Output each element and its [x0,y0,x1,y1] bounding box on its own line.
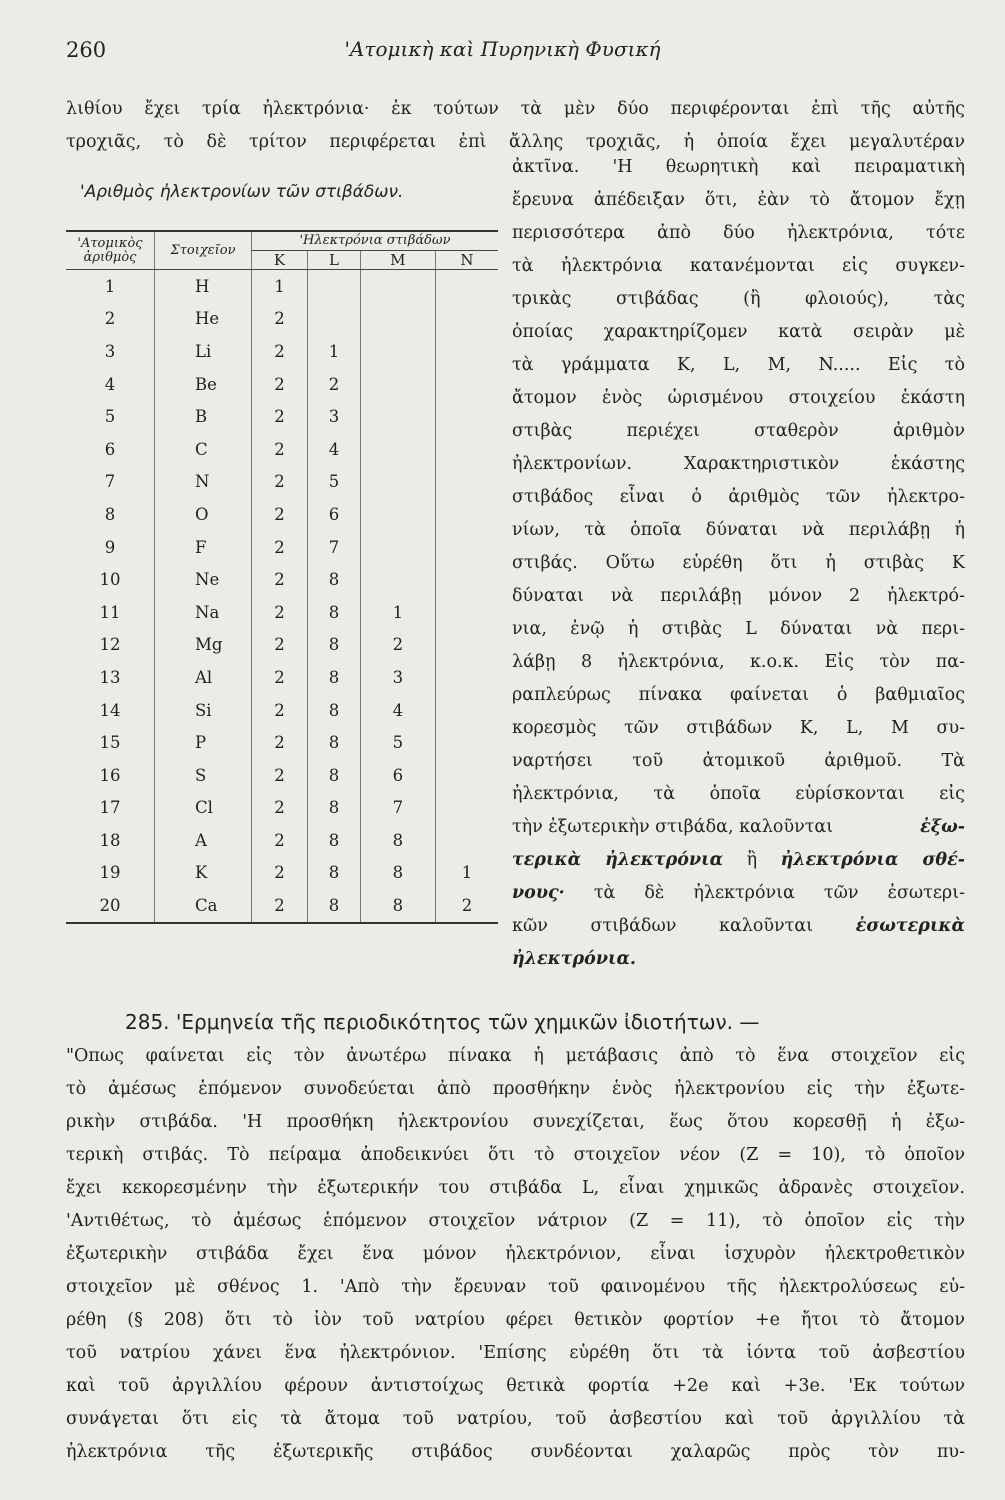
shell-table [66,230,498,924]
shell-l-cell: 4 [308,433,361,466]
element-cell: Li [155,335,252,368]
element-cell: S [155,759,252,792]
text-line: ὁποίας χαρακτηρίζομεν κατὰ σειρὰν μὲ [512,322,965,342]
text-line: στιβάς. Οὕτω εὑρέθη ὅτι ἡ στιβὰς K [512,553,965,573]
atomic-number-cell: 8 [104,504,116,524]
shell-m-cell: 2 [360,629,435,662]
text-line [512,910,965,943]
col-header-atomic-number: 'Ατομικὸς ἀριθμὸς [66,231,155,270]
shell-m-cell [360,270,435,303]
table-row [66,563,498,596]
shell-n-cell [435,433,498,466]
shell-k-cell: 2 [252,661,308,694]
bold-term: τερικὰ ἠλεκτρόνια [512,850,724,870]
shell-n-cell [435,400,498,433]
atomic-number-cell: 19 [99,863,121,883]
atomic-number-cell: 3 [104,341,116,361]
shell-n-cell [435,629,498,662]
shell-n-cell [435,661,498,694]
table-row [66,857,498,890]
table-row [66,303,498,336]
shell-k-cell: 2 [252,498,308,531]
element-cell: B [155,400,252,433]
table-row [66,889,498,923]
text-line: συνάγεται ὅτι εἰς τὰ ἄτομα τοῦ νατρίου, τοῦ ἀσβεστίου καὶ τοῦ ἀργιλλίου τὰ [66,1409,965,1429]
shell-m-cell: 8 [360,889,435,923]
section-body [66,1040,965,1469]
table-row [66,335,498,368]
table-row [66,368,498,401]
element-cell: F [155,531,252,564]
shell-m-cell [360,400,435,433]
atomic-number-cell: 13 [99,667,121,687]
text-line: λάβῃ 8 ἠλεκτρόνια, κ.ο.κ. Εἰς τὸν πα- [512,652,965,672]
shell-m-cell [360,433,435,466]
element-cell: K [155,857,252,890]
atomic-number-cell: 12 [99,635,121,655]
table-title: 'Αριθμὸς ἠλεκτρονίων τῶν στιβάδων. [80,182,404,202]
shell-n-cell [435,368,498,401]
table-row [66,824,498,857]
table-row [66,694,498,727]
right-column-text [512,151,965,976]
atomic-number-cell: 5 [104,407,116,427]
shell-n-cell [435,303,498,336]
atomic-number-cell: 4 [104,374,116,394]
atomic-number-cell: 1 [104,276,116,296]
running-title: 'Ατομικὴ καὶ Πυρηνικὴ Φυσική [344,37,661,61]
table-row [66,466,498,499]
shell-m-cell [360,303,435,336]
element-cell: C [155,433,252,466]
shell-l-cell: 8 [308,596,361,629]
shell-l-cell: 5 [308,466,361,499]
shell-m-cell [360,498,435,531]
shell-k-cell: 2 [252,303,308,336]
text-span: ἢ [746,850,758,870]
text-line: ρέθη (§ 208) ὅτι τὸ ἰὸν τοῦ νατρίου φέρει θετικὸν φορτίον +e ἤτοι τὸ ἄτομον [66,1310,965,1330]
atomic-number-cell: 15 [99,733,121,753]
element-cell: A [155,824,252,857]
element-cell: He [155,303,252,336]
text-line: ἠλεκτρόνια τῆς ἐξωτερικῆς στιβάδος συνδέονται χαλαρῶς πρὸς τὸν πυ- [66,1442,965,1462]
shell-n-cell [435,694,498,727]
shell-l-cell: 2 [308,368,361,401]
shell-n-cell [435,726,498,759]
text-line: τερικὴ στιβάς. Τὸ πείραμα ἀποδεικνύει ὅτι τὸ στοιχεῖον νέον (Z = 10), τὸ ὁποῖον [66,1145,965,1165]
shell-l-cell: 8 [308,661,361,694]
shell-n-cell [435,335,498,368]
shell-k-cell: 2 [252,694,308,727]
text-line [512,844,965,877]
table-row [66,433,498,466]
text-line: νίων, τὰ ὁποῖα δύναται νὰ περιλάβῃ ἡ [512,520,965,540]
shell-m-cell: 8 [360,824,435,857]
shell-l-cell: 8 [308,726,361,759]
text-line: κορεσμὸς τῶν στιβάδων K, L, M συ- [512,718,965,738]
text-line [512,811,965,844]
shell-header-k: K [252,251,308,270]
element-cell: H [155,270,252,303]
text-line: τρικὰς στιβάδας (ἢ φλοιούς), τὰς [512,289,965,309]
table-row [66,498,498,531]
shell-k-cell: 2 [252,466,308,499]
shell-l-cell [308,270,361,303]
atomic-number-cell: 14 [99,700,121,720]
atomic-number-cell: 16 [99,765,121,785]
element-cell: O [155,498,252,531]
shell-l-cell: 8 [308,889,361,923]
intro-paragraph [66,93,965,159]
table-body [66,270,498,923]
shell-k-cell: 2 [252,726,308,759]
shell-n-cell [435,759,498,792]
atomic-number-cell: 7 [104,472,116,492]
shell-n-cell [435,466,498,499]
element-cell: Mg [155,629,252,662]
bold-term: ἐσωτερικὰ [855,916,965,936]
text-line: περισσότερα ἀπὸ δύο ἠλεκτρόνια, τότε [512,223,965,243]
text-line: ἔχει κεκορεσμένην τὴν ἐξωτερικήν του στιβάδα L, εἶναι χημικῶς ἀδρανὲς στοιχεῖον. [66,1178,965,1198]
element-cell: Cl [155,792,252,825]
shell-l-cell: 8 [308,824,361,857]
shell-l-cell: 8 [308,563,361,596]
text-line: στοιχεῖον μὲ σθένος 1. 'Απὸ τὴν ἔρευναν τοῦ φαινομένου τῆς ἠλεκτρολύσεως εὑ- [66,1277,965,1297]
shell-l-cell: 3 [308,400,361,433]
shell-k-cell: 2 [252,889,308,923]
table-row [66,270,498,303]
element-cell: Be [155,368,252,401]
shell-m-cell [360,531,435,564]
shell-n-cell: 2 [435,889,498,923]
shell-k-cell: 2 [252,759,308,792]
shell-header-m: M [360,251,435,270]
bold-term: ἠλεκτρόνια. [512,949,637,969]
atomic-number-cell: 18 [99,830,121,850]
atomic-number-cell: 20 [66,889,155,923]
shell-n-cell [435,596,498,629]
shell-m-cell [360,466,435,499]
atomic-number-cell: 10 [99,570,121,590]
text-line: δύναται νὰ περιλάβῃ μόνον 2 ἠλεκτρό- [512,586,965,606]
col-header-element: Στοιχεῖον [155,231,252,270]
text-line [512,943,965,976]
shell-n-cell [435,824,498,857]
shell-m-cell: 1 [360,596,435,629]
shell-m-cell [360,335,435,368]
shell-m-cell: 4 [360,694,435,727]
shell-m-cell [360,563,435,596]
shell-k-cell: 2 [252,433,308,466]
shell-m-cell: 8 [360,857,435,890]
shell-k-cell: 2 [252,596,308,629]
shell-m-cell: 5 [360,726,435,759]
shell-l-cell: 1 [308,335,361,368]
shell-k-cell: 2 [252,531,308,564]
table-row [66,759,498,792]
atomic-number-cell: 11 [99,602,121,622]
element-cell: Al [155,661,252,694]
shell-header-l: L [308,251,361,270]
text-line: ἠλεκτρονίων. Χαρακτηριστικὸν ἑκάστης [512,454,965,474]
atomic-number-cell: 17 [99,798,121,818]
text-line: ναρτήσει τοῦ ἀτομικοῦ ἀριθμοῦ. Τὰ [512,751,965,771]
element-cell: Na [155,596,252,629]
bold-term: νους· [512,883,565,903]
element-cell: P [155,726,252,759]
table-row [66,629,498,662]
shell-k-cell: 2 [252,629,308,662]
shell-n-cell [435,792,498,825]
shell-l-cell: 8 [308,857,361,890]
shell-k-cell: 1 [252,270,308,303]
shell-l-cell: 8 [308,792,361,825]
text-line: στιβάδος εἶναι ὁ ἀριθμὸς τῶν ἠλεκτρο- [512,487,965,507]
table-row [66,531,498,564]
bold-term: ἠλεκτρόνια σθέ- [780,850,965,870]
text-line: ἠλεκτρόνια, τὰ ὁποῖα εὑρίσκονται εἰς [512,784,965,804]
shell-k-cell: 2 [252,335,308,368]
text-line: "Οπως φαίνεται εἰς τὸν ἀνωτέρω πίνακα ἡ μετάβασις ἀπὸ τὸ ἕνα στοιχεῖον εἰς [66,1046,965,1066]
text-line: ἄτομον ἑνὸς ὡρισμένου στοιχείου ἑκάστη [512,388,965,408]
element-cell: N [155,466,252,499]
shell-k-cell: 2 [252,824,308,857]
shell-m-cell [360,368,435,401]
text-line: τροχιᾶς, τὸ δὲ τρίτον περιφέρεται ἐπὶ ἄλλης τροχιᾶς, ἡ ὁποία ἔχει μεγαλυτέραν [66,132,965,152]
shell-l-cell: 8 [308,629,361,662]
shell-n-cell [435,270,498,303]
shell-l-cell: 8 [308,694,361,727]
text-line: ἐξωτερικὴν στιβάδα ἔχει ἕνα μόνον ἠλεκτρόνιον, εἶναι ἰσχυρὸν ἠλεκτροθετικὸν [66,1244,965,1264]
shell-k-cell: 2 [252,368,308,401]
table-row [66,726,498,759]
text-span: κῶν στιβάδων καλοῦνται [512,916,814,936]
col-header-shells: 'Ηλεκτρόνια στιβάδων [252,231,499,251]
section-heading: 285. 'Ερμηνεία τῆς περιοδικότητος τῶν χημικῶν ἰδιοτήτων. — [125,1010,760,1034]
text-line: ἀκτῖνα. 'Η θεωρητικὴ καὶ πειραματικὴ [512,157,965,177]
text-line: ραπλεύρως πίνακα φαίνεται ὁ βαθμιαῖος [512,685,965,705]
text-line: τὰ ἠλεκτρόνια κατανέμονται εἰς συγκεν- [512,256,965,276]
text-line: τὸ ἀμέσως ἑπόμενον συνοδεύεται ἀπὸ προσθήκην ἑνὸς ἠλεκτρονίου εἰς τὴν ἐξωτε- [66,1079,965,1099]
text-line: λιθίου ἔχει τρία ἠλεκτρόνια· ἐκ τούτων τὰ μὲν δύο περιφέρονται ἐπὶ τῆς αὐτῆς [66,99,965,119]
text-line: καὶ τοῦ ἀργιλλίου φέρουν ἀντιστοίχως θετικὰ φορτία +2e καὶ +3e. 'Εκ τούτων [66,1376,965,1396]
shell-k-cell: 2 [252,792,308,825]
page-number: 260 [66,38,107,62]
shell-m-cell: 6 [360,759,435,792]
shell-l-cell: 7 [308,531,361,564]
element-cell: Ne [155,563,252,596]
shell-l-cell: 8 [308,759,361,792]
atomic-number-cell: 9 [104,537,116,557]
text-line: 'Αντιθέτως, τὸ ἀμέσως ἑπόμενον στοιχεῖον νάτριον (Z = 11), τὸ ὁποῖον εἰς τὴν [66,1211,965,1231]
text-line: τὰ γράμματα K, L, M, N..... Εἰς τὸ [512,355,965,375]
shell-header-n: N [435,251,498,270]
atomic-number-cell: 2 [104,309,116,329]
table-row [66,596,498,629]
shell-n-cell: 1 [435,857,498,890]
shell-l-cell: 6 [308,498,361,531]
shell-m-cell: 7 [360,792,435,825]
shell-k-cell: 2 [252,563,308,596]
table-row [66,661,498,694]
table-row [66,792,498,825]
text-line: στιβὰς περιέχει σταθερὸν ἀριθμὸν [512,421,965,441]
bold-term: ἐξω- [920,817,965,837]
shell-n-cell [435,498,498,531]
text-line [512,877,965,910]
shell-n-cell [435,531,498,564]
element-cell: Si [155,694,252,727]
element-cell: Ca [155,889,252,923]
text-line: νια, ἐνῷ ἡ στιβὰς L δύναται νὰ περι- [512,619,965,639]
shell-k-cell: 2 [252,857,308,890]
text-line: τοῦ νατρίου χάνει ἕνα ἠλεκτρόνιον. 'Επίσης εὑρέθη ὅτι τὰ ἰόντα τοῦ ἀσβεστίου [66,1343,965,1363]
text-line: ρικὴν στιβάδα. 'Η προσθήκη ἠλεκτρονίου συνεχίζεται, ἕως ὅτου κορεσθῇ ἡ ἐξω- [66,1112,965,1132]
shell-n-cell [435,563,498,596]
text-span: τὴν ἐξωτερικὴν στιβάδα, καλοῦνται [512,817,834,837]
atomic-number-cell: 6 [104,439,116,459]
shell-k-cell: 2 [252,400,308,433]
shell-m-cell: 3 [360,661,435,694]
text-line: ἔρευνα ἀπέδειξαν ὅτι, ἐὰν τὸ ἄτομον ἔχῃ [512,190,965,210]
text-span: τὰ δὲ ἠλεκτρόνια τῶν ἐσωτερι- [593,883,965,903]
shell-l-cell [308,303,361,336]
table-row [66,400,498,433]
